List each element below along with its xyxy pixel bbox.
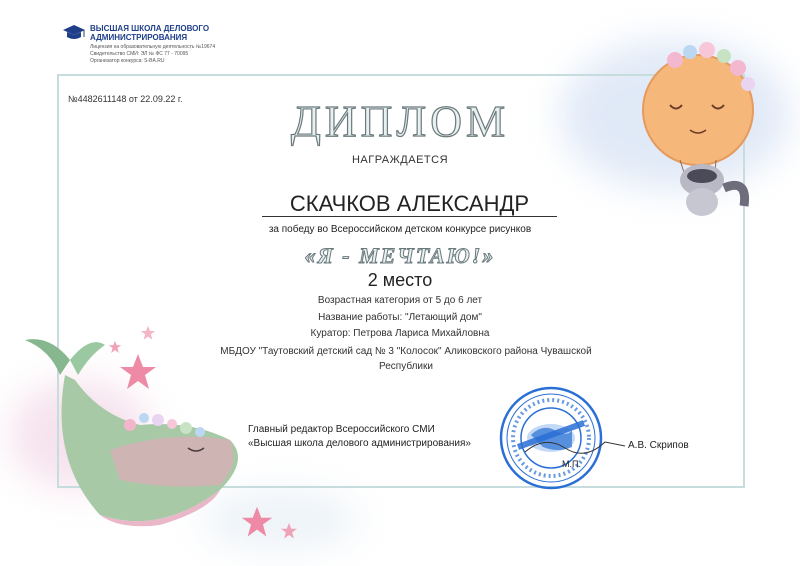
editor-block — [248, 423, 471, 451]
starfish-icon — [118, 352, 158, 392]
starfish-icon-small — [240, 505, 274, 539]
recipient-name: СКАЧКОВ АЛЕКСАНДР — [262, 192, 557, 217]
work-title: Название работы: "Летающий дом" — [318, 312, 482, 323]
awarded-label: НАГРАЖДАЕТСЯ — [351, 154, 449, 166]
curator: Куратор: Петрова Лариса Михайловна — [310, 328, 490, 339]
signatory-name: А.В. Скрипов — [628, 440, 689, 451]
award-reason: за победу во Всероссийском детском конкурсе рисунков — [268, 224, 532, 235]
organizer-text: Организатор конкурса: S-BA.RU — [90, 58, 165, 64]
graduation-cap-icon — [62, 24, 86, 42]
sparkle-icon-2 — [140, 325, 156, 341]
license-text: Лицензия на образовательную деятельность №19674 — [90, 44, 216, 50]
balloon-raccoon-illustration — [620, 20, 790, 220]
contest-name: «Я - МЕЧТАЮ!» — [304, 243, 496, 268]
signature-scribble — [520, 430, 630, 460]
editor-line-1: Главный редактор Всероссийского СМИ — [248, 424, 435, 435]
place-text: 2 место — [367, 270, 433, 290]
media-cert-text: Свидетельство СМИ: ЭЛ № ФС 77 - 70095 — [90, 51, 189, 57]
diploma-title: ДИПЛОМ — [290, 97, 510, 146]
stamp-mark: М.П. — [562, 459, 581, 469]
document-number: №4482611148 от 22.09.22 г. — [68, 94, 183, 104]
starfish-icon-tiny — [280, 522, 298, 540]
org-name: ВЫСШАЯ ШКОЛА ДЕЛОВОГО АДМИНИСТРИРОВАНИЯ — [90, 24, 210, 42]
sparkle-icon — [108, 340, 122, 354]
editor-line-2: «Высшая школа делового администрирования» — [248, 438, 471, 449]
org-meta — [90, 44, 310, 65]
institution: МБДОУ "Таутовский детский сад № 3 "Колосок" Аликовского района Чувашской Республики — [220, 346, 592, 372]
age-category: Возрастная категория от 5 до 6 лет — [317, 295, 483, 306]
